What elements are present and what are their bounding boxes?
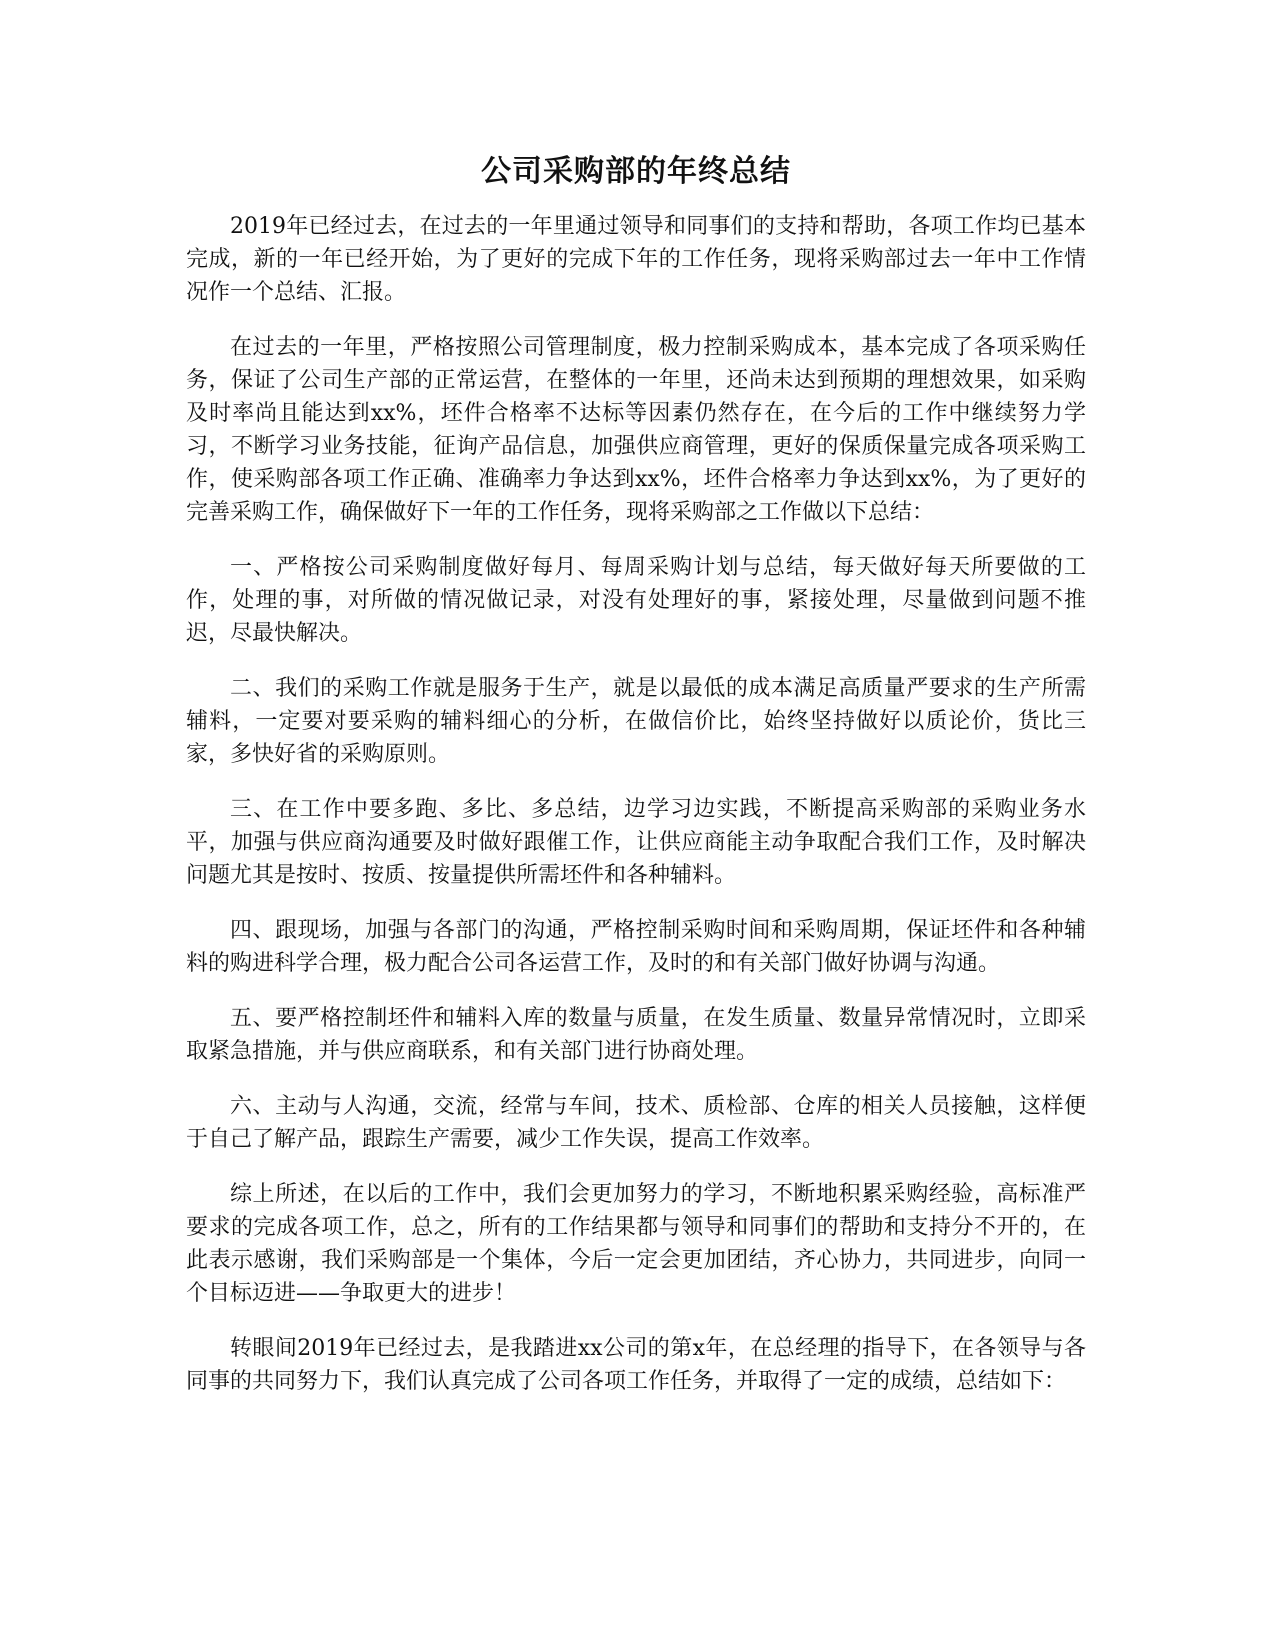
document-body [186,150,1086,1420]
paragraph-closing: 转眼间2019年已经过去，是我踏进xx公司的第x年，在总经理的指导下，在各领导与各同事的共同努力下，我们认真完成了公司各项工作任务，并取得了一定的成绩，总结如下： [186,1336,1086,1394]
paragraph-intro: 2019年已经过去，在过去的一年里通过领导和同事们的支持和帮助，各项工作均已基本完成，新的一年已经开始，为了更好的完成下年的工作任务，现将采购部过去一年中工作情况作一个总结、汇报。 [186,214,1086,305]
paragraph-item-3: 三、在工作中要多跑、多比、多总结，边学习边实践，不断提高采购部的采购业务水平，加强与供应商沟通要及时做好跟催工作，让供应商能主动争取配合我们工作，及时解决问题尤其是按时、按质、按量提供所需坯件和各种辅料。 [186,797,1086,888]
paragraph-conclusion: 综上所述，在以后的工作中，我们会更加努力的学习，不断地积累采购经验，高标准严要求的完成各项工作，总之，所有的工作结果都与领导和同事们的帮助和支持分不开的，在此表示感谢，我们采购部是一个集体，今后一定会更加团结，齐心协力，共同进步，向同一个目标迈进——争取更大的进步！ [186,1182,1086,1306]
paragraph-item-4: 四、跟现场，加强与各部门的沟通，严格控制采购时间和采购周期，保证坯件和各种辅料的购进科学合理，极力配合公司各运营工作，及时的和有关部门做好协调与沟通。 [186,918,1086,976]
paragraph-item-5: 五、要严格控制坯件和辅料入库的数量与质量，在发生质量、数量异常情况时，立即采取紧急措施，并与供应商联系，和有关部门进行协商处理。 [186,1006,1086,1064]
paragraph-item-2: 二、我们的采购工作就是服务于生产，就是以最低的成本满足高质量严要求的生产所需辅料，一定要对要采购的辅料细心的分析，在做信价比，始终坚持做好以质论价，货比三家，多快好省的采购原则。 [186,676,1086,767]
paragraph-item-1: 一、严格按公司采购制度做好每月、每周采购计划与总结，每天做好每天所要做的工作，处理的事，对所做的情况做记录，对没有处理好的事，紧接处理，尽量做到问题不推迟，尽最快解决。 [186,555,1086,646]
paragraph-overview: 在过去的一年里，严格按照公司管理制度，极力控制采购成本，基本完成了各项采购任务，保证了公司生产部的正常运营，在整体的一年里，还尚未达到预期的理想效果，如采购及时率尚且能达到xx%，坯件合格率不达标等因素仍然存在，在今后的工作中继续努力学习，不断学习业务技能，征询产品信息，加强供应商管理，更好的保质保量完成各项采购工作，使采购部各项工作正确、准确率力争达到xx%，坯件合格率力争达到xx%，为了更好的完善采购工作，确保做好下一年的工作任务，现将采购部之工作做以下总结： [186,335,1086,525]
document-title: 公司采购部的年终总结 [481,154,791,189]
paragraph-item-6: 六、主动与人沟通，交流，经常与车间，技术、质检部、仓库的相关人员接触，这样便于自己了解产品，跟踪生产需要，减少工作失误，提高工作效率。 [186,1094,1086,1152]
